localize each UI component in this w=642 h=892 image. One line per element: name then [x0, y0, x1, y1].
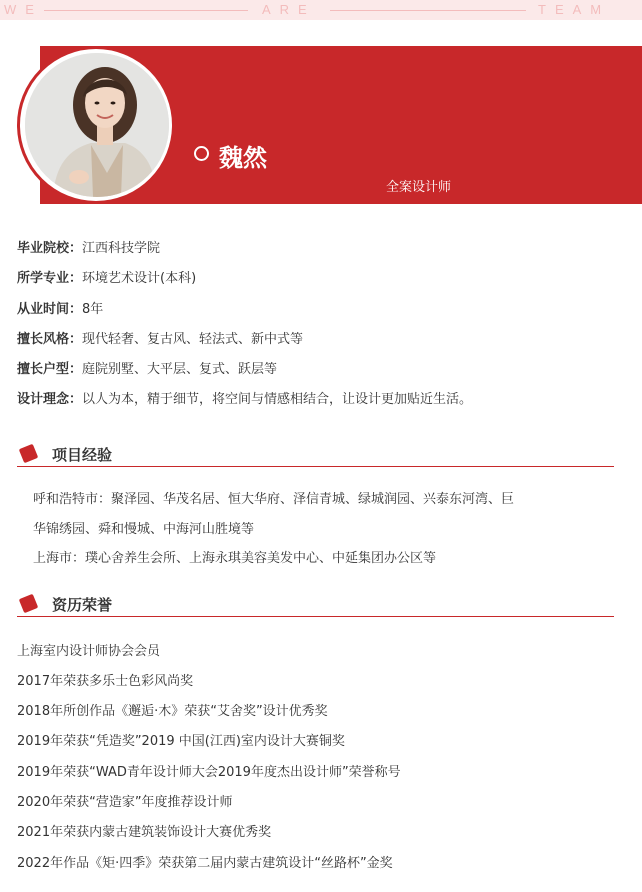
profile-key: 设计理念：: [17, 392, 83, 407]
profile-value: 以人为本，精于细节，将空间与情感相结合，让设计更加贴近生活。: [82, 392, 473, 407]
profile-row-school: [17, 237, 160, 256]
banner-divider: [44, 10, 248, 11]
honor-item: 2019年荣获“凭造奖”2019 中国(江西)室内设计大赛铜奖: [17, 734, 345, 749]
profile-value: 现代轻奢、复古风、轻法式、新中式等: [82, 332, 304, 347]
banner-word-team: TEAM: [538, 2, 611, 17]
profile-row-layout: [17, 358, 277, 377]
section-diamond-icon: [19, 594, 39, 614]
honor-item: 2017年荣获多乐士色彩风尚奖: [17, 674, 194, 689]
avatar: [25, 53, 169, 197]
honor-item: 2019年荣获“WAD青年设计师大会2019年度杰出设计师”荣誉称号: [17, 765, 401, 780]
profile-value: 8年: [82, 302, 104, 317]
name-marker-icon: [194, 146, 209, 161]
profile-row-experience: [17, 298, 103, 317]
portrait-photo: [25, 53, 169, 197]
profile-key: 从业时间：: [17, 302, 83, 317]
profile-row-major: [17, 267, 196, 286]
top-banner: [0, 0, 642, 20]
project-line: 华锦绣园、舜和慢城、中海河山胜境等: [33, 522, 255, 537]
section-title-honors: 资历荣誉: [52, 596, 113, 614]
profile-row-philosophy: [17, 388, 472, 407]
profile-key: 擅长户型：: [17, 362, 83, 377]
section-title-projects: 项目经验: [52, 446, 113, 464]
section-divider: [17, 616, 614, 617]
designer-name: 魏然: [219, 144, 267, 172]
banner-word-we: WE: [4, 2, 43, 17]
profile-value: 江西科技学院: [82, 241, 161, 256]
banner-divider: [330, 10, 526, 11]
profile-value: 庭院别墅、大平层、复式、跃层等: [82, 362, 278, 377]
section-diamond-icon: [19, 444, 39, 464]
section-divider: [17, 466, 614, 467]
profile-key: 所学专业：: [17, 271, 83, 286]
designer-role: 全案设计师: [386, 180, 452, 195]
honor-item: 上海室内设计师协会会员: [17, 644, 161, 659]
honor-item: 2020年荣获“营造家”年度推荐设计师: [17, 795, 233, 810]
honor-item: 2021年荣获内蒙古建筑装饰设计大赛优秀奖: [17, 825, 272, 840]
profile-value: 环境艺术设计(本科): [82, 271, 197, 286]
profile-key: 毕业院校：: [17, 241, 83, 256]
project-line: 呼和浩特市：聚泽园、华茂名居、恒大华府、泽信青城、绿城润园、兴泰东河湾、巨: [33, 492, 515, 507]
project-line: 上海市：璞心舍养生会所、上海永琪美容美发中心、中延集团办公区等: [33, 551, 437, 566]
profile-key: 擅长风格：: [17, 332, 83, 347]
profile-row-style: [17, 328, 303, 347]
honor-item: 2018年所创作品《邂逅·木》荣获“艾舍奖”设计优秀奖: [17, 704, 328, 719]
banner-word-are: ARE: [262, 2, 316, 17]
honor-item: 2022年作品《矩·四季》荣获第二届内蒙古建筑设计“丝路杯”金奖: [17, 856, 393, 871]
